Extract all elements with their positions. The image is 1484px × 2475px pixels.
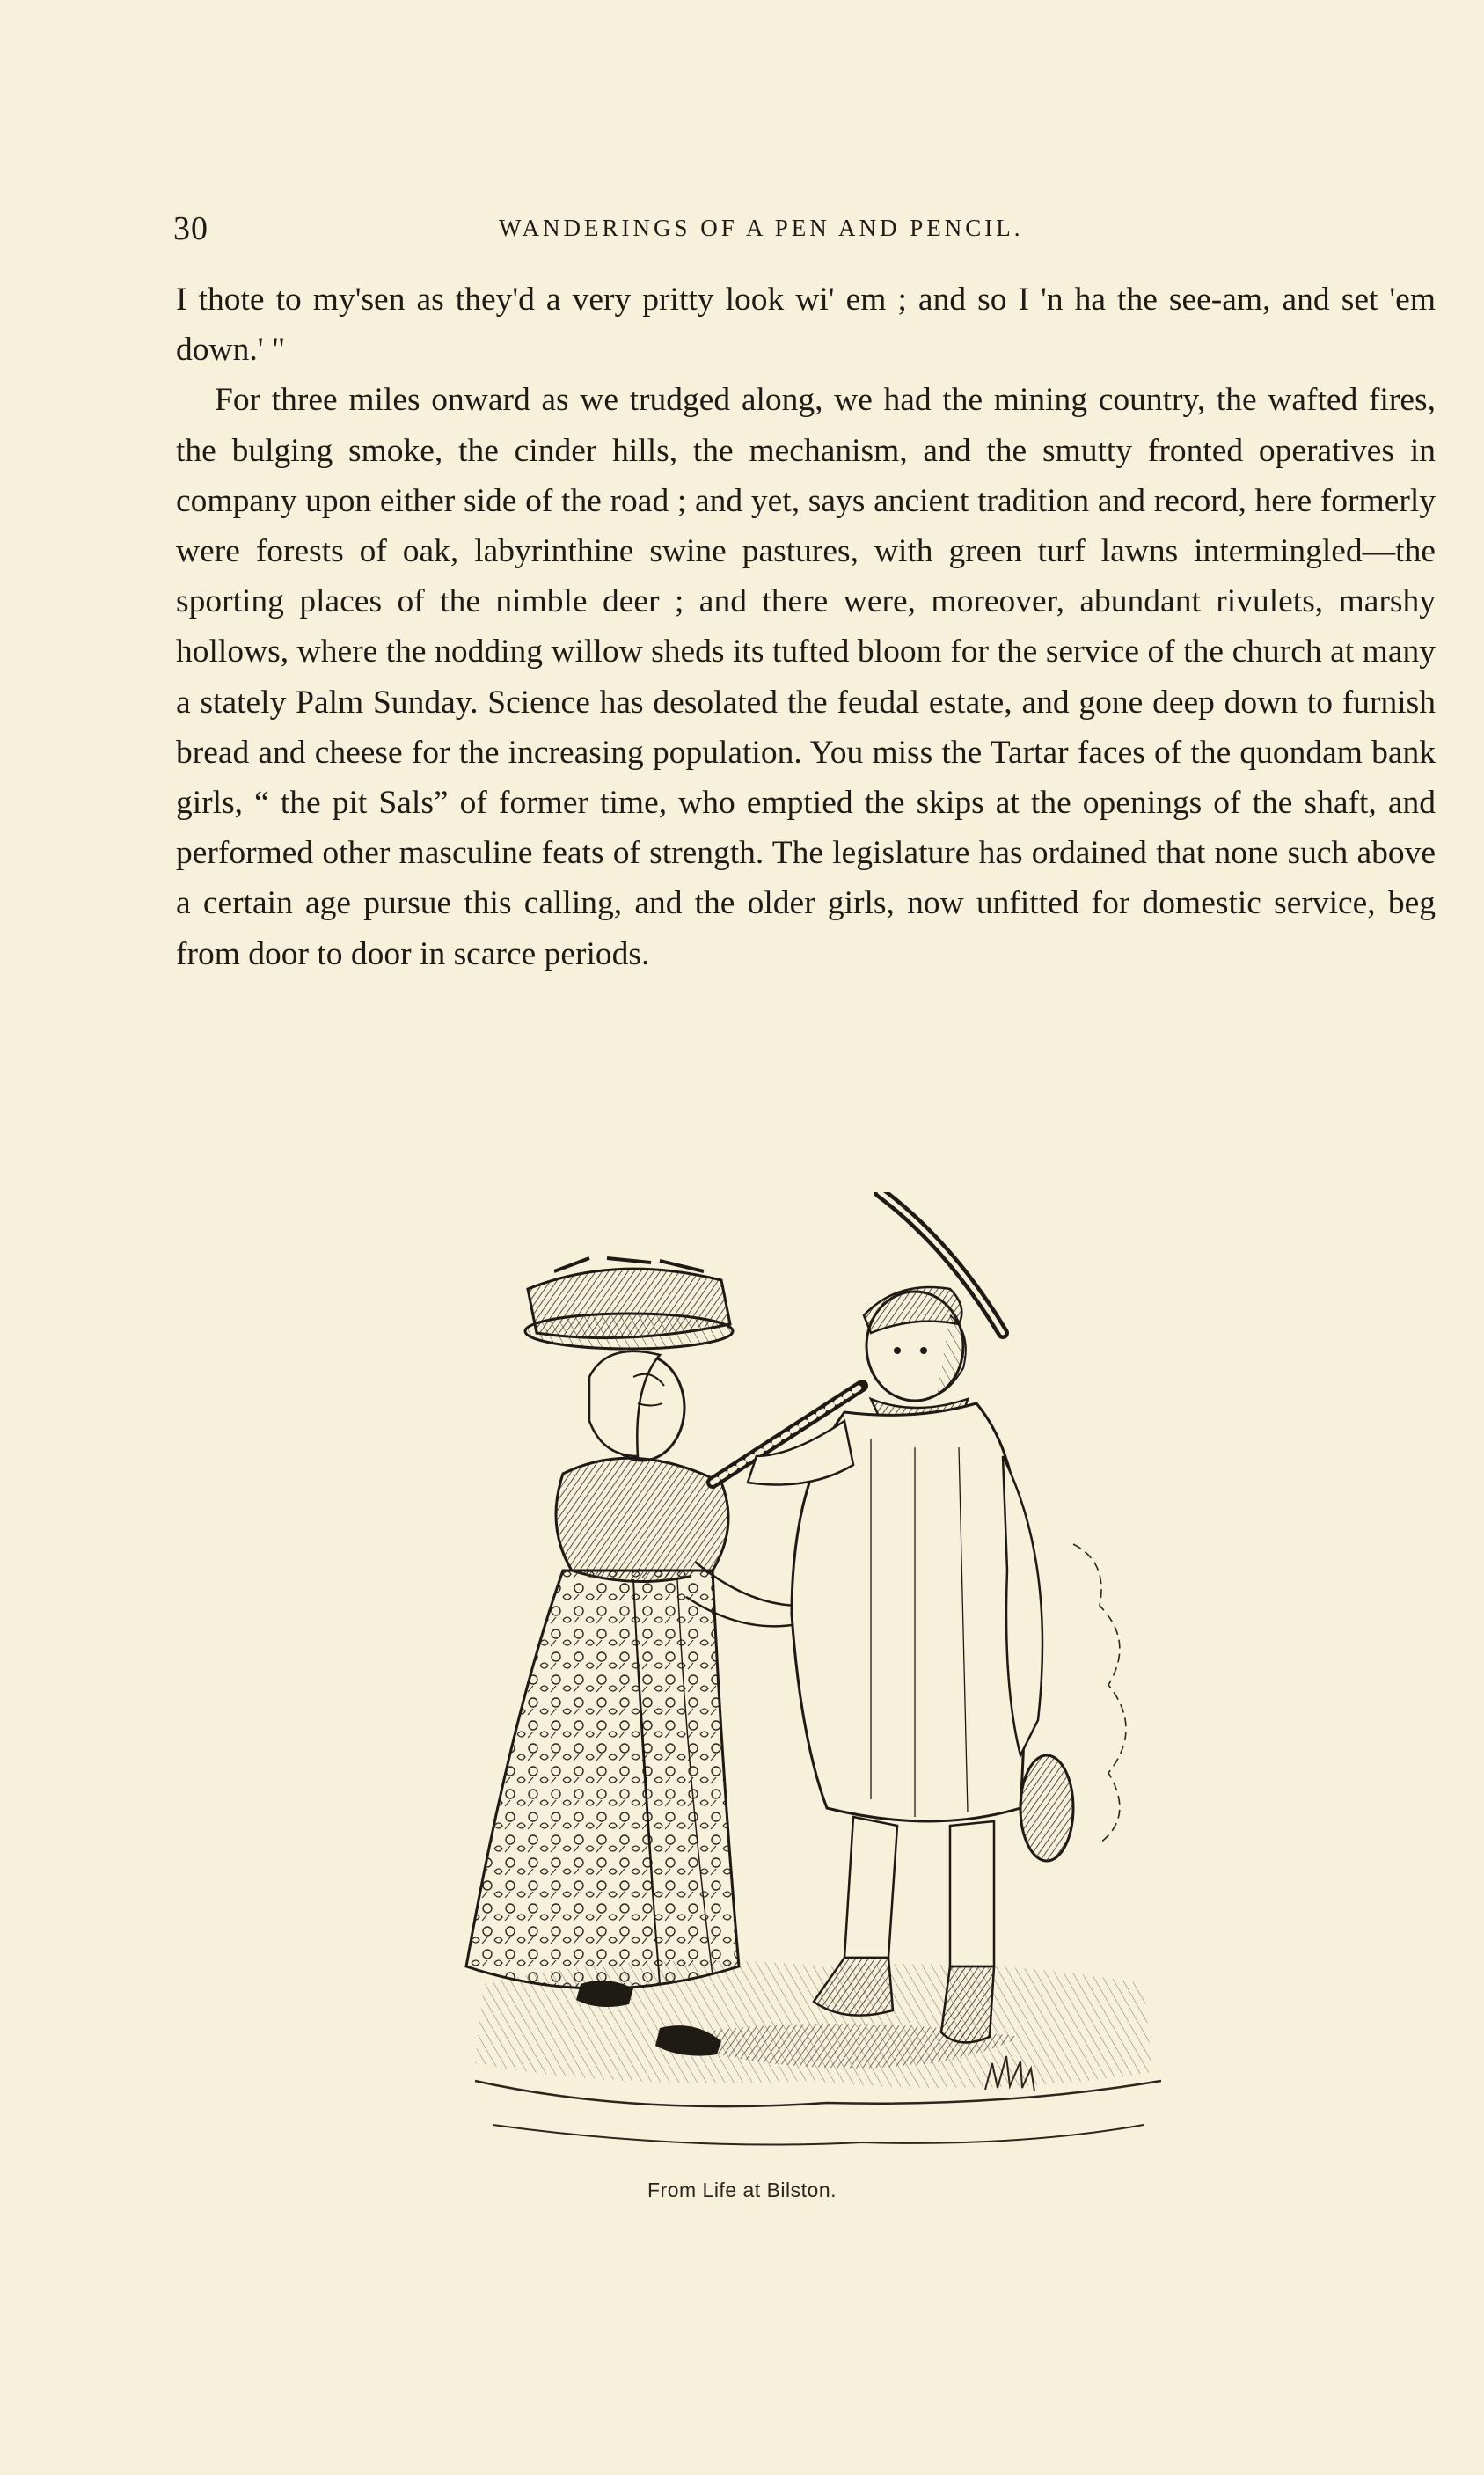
running-title: WANDERINGS OF A PEN AND PENCIL.	[499, 215, 1024, 241]
paragraph-continuation: I thote to my'sen as they'd a very pritty look wi' em ; and so I 'n ha the see-am, and set 'em down.' "	[176, 282, 1436, 369]
engraving-illustration	[457, 1192, 1179, 2178]
body-text	[176, 275, 1436, 979]
page-number: 30	[173, 210, 208, 247]
running-head	[173, 209, 1436, 253]
engraving-figures-image	[457, 1192, 1179, 2178]
illustration-caption: From Life at Bilston.	[647, 2178, 837, 2201]
paragraph-mining-country: For three miles onward as we trudged along, we had the mining country, the wafted fires, the bulging smoke, the cinder hills, the mechanism, and the smutty fronted operatives in company upon either side of the road ; and yet, says ancient tradition and record, here formerly were forests of oak, labyrinthine swine pastures, with green turf lawns intermingled—the sporting places of the nimble deer ; and there were, moreover, abundant rivulets, marshy hollows, where the nodding willow sheds its tufted bloom for the service of the church at many a stately Palm Sunday. Science has desolated the feudal estate, and gone deep down to furnish bread and cheese for the increasing population. You miss the Tartar faces of the quondam bank girls, “ the pit Sals” of former time, who emptied the skips at the openings of the shaft, and performed other masculine feats of strength. The legislature has ordained that none such above a certain age pursue this calling, and the older girls, now unfitted for domestic service, beg from door to door in scarce periods.	[176, 382, 1436, 972]
